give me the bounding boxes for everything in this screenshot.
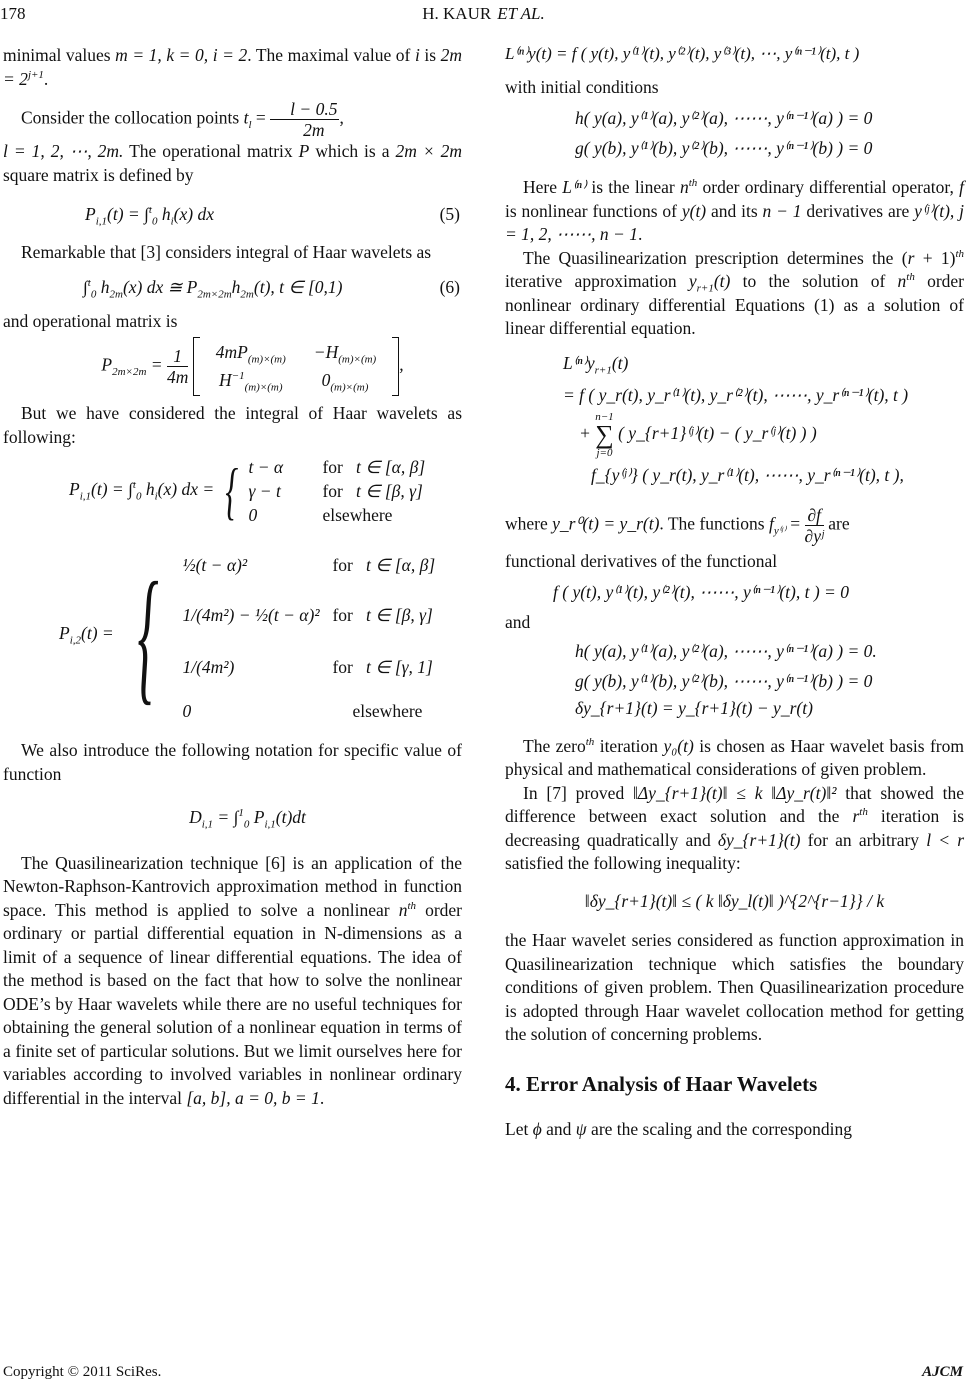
paragraph: The zero$^{th}$ iteration y₀(t) is chosen as Haar wavelet basis from physical and mathematical considerations of given problem. [505,735,964,779]
copyright-footer: Copyright © 2011 SciRes. [3,1364,162,1380]
equation-5: $P_{i,1}(t) = \int^t_0$ $h_i(x)$ dx (5) [85,204,460,228]
paragraph: Let ϕ and ψ are the scaling and the corresponding [505,1119,852,1139]
left-column [3,38,462,1110]
paragraph: Consider the collocation points $t_l$ = $\frac{l - 0.5}{2m}$ , [21,99,344,140]
paragraph: Remarkable that [3] considers integral of Haar wavelets as [21,241,432,262]
equation-functional: f ( y(t), y⁽¹⁾(t), y⁽²⁾(t), ⋯⋯, y⁽ⁿ⁻¹⁾(t), t ) = 0 [553,582,849,602]
cases: ½(t − α)² for t ∈ [α, β] 1/(4m²) − ½(t − α)² for t ∈ [β, γ] 1/(4m²) for t ∈ [γ, 1] 0 elsewhere [182,555,436,721]
block-matrix: $4mP_{(m)\times(m)}$ $-H_{(m)\times(m)}$ $H^{-1}_{(m)\times(m)}$ $0_{(m)\times(m)}$ [193,337,399,396]
equation-delta: δy_{r+1}(t) = y_{r+1}(t) − y_r(t) [575,698,813,718]
paragraph: We also introduce the following notation for specific value of function [3,740,462,784]
paragraph: The Quasilinearization prescription determines the $(r + 1)^{th}$ iterative approximation $y_{r+1}(t)$ to the solution of $n^{th}$ order nonlinear ordinary differential Equations (1) as a solution of linear differential equation. [505,247,965,338]
paragraph: But we have considered the integral of Haar wavelets as following: [3,403,462,447]
fraction: $\frac{1}{4m}$ [166,346,189,387]
left-brace: { [137,552,159,718]
equation-number: (5) [439,204,460,224]
equation-number: (6) [439,277,460,297]
right-column [505,38,964,1142]
quasilinearization-equation: $L^{(n)}y_{r+1}(t)$ = f ( y_r(t), y_r⁽¹⁾(t), y_r⁽²⁾(t), ⋯⋯, y_r⁽ⁿ⁻¹⁾(t), t ) + n−1 ∑ j=0 ( y_{r+1}⁽ʲ⁾(t) − ( y_r⁽ʲ⁾(t) ) ) f_{y⁽ʲ⁾} ( y_r(t), y_r⁽¹⁾(t), ⋯⋯, y_r⁽ⁿ⁻¹⁾(t), t ), [563,352,909,485]
equation-main-ode: L⁽ⁿ⁾y(t) = f ( y(t), y⁽¹⁾(t), y⁽²⁾(t), y⁽³⁾(t), ⋯, y⁽ⁿ⁻¹⁾(t), t ) [505,44,860,63]
cases: t − α for t ∈ [α, β] γ − t for t ∈ [β, γ] 0 elsewhere [248,457,426,525]
fraction: $\frac{\partial f}{\text{∂yʲ}}$ [804,504,824,546]
paragraph: and [505,611,531,632]
equation-inequality: ‖δy_{r+1}(t)‖ ≤ ( k ‖δy_l(t)‖ )^{2^{r−1}} / k [584,890,885,911]
fraction: $\frac{l - 0.5}{2m}$ [270,99,339,140]
paragraph: l = 1, 2, ⋯, 2m. The operational matrix P which is a 2m × 2m square matrix is defined by [3,141,462,185]
equation-6: ∫$^t_0$ $h_{2m}(x)$ dx ≅ $P_{2m\times 2m}h_{2m}(t)$, t ∈ [0,1) (6) [83,277,460,301]
section-heading: 4. Error Analysis of Haar Wavelets [505,1071,818,1096]
paragraph: In [7] proved ‖Δy_{r+1}(t)‖ ≤ k ‖Δy_r(t)‖² that showed the difference between exact solution and the $r^{th}$ iteration is decreasing quadratically and δy_{r+1}(t) for an arbitrary l < r satisfied the following inequality: [505,782,965,873]
equation-g: g( y(b), y⁽¹⁾(b), y⁽²⁾(b), ⋯⋯, y⁽ⁿ⁻¹⁾(b) ) = 0 [575,137,873,158]
equation-pi1: $P_{i,1}(t) = \int^t_0$ $h_i(x)$ dx = { t − α for t ∈ [α, β] γ − t for t ∈ [β, γ] 0 elsewhere [69,455,426,526]
paragraph: minimal values m = 1, k = 0, i = 2. The maximal value of i is $2m = 2^{j+1}$. [3,45,462,89]
paragraph: and operational matrix is [3,310,178,331]
equation-h: h( y(a), y⁽¹⁾(a), y⁽²⁾(a), ⋯⋯, y⁽ⁿ⁻¹⁾(a) ) = 0 [575,108,873,128]
equation-h2: h( y(a), y⁽¹⁾(a), y⁽²⁾(a), ⋯⋯, y⁽ⁿ⁻¹⁾(a) ) = 0. [575,641,877,661]
equation-g2: g( y(b), y⁽¹⁾(b), y⁽²⁾(b), ⋯⋯, y⁽ⁿ⁻¹⁾(b) ) = 0 [575,670,873,691]
paragraph: functional derivatives of the functional [505,550,778,571]
equation-pi2: $P_{i,2}(t)$ = { ½(t − α)² for t ∈ [α, β] 1/(4m²) − ½(t − α)² for t ∈ [β, γ] 1/(4m²) for t ∈ [γ, 1] 0 elsewhere [3,541,462,729]
journal-footer: AJCM [922,1364,963,1380]
paragraph: the Haar wavelet series considered as function approximation in Quasilinearization technique which satisfies the boundary conditions of given problem. Then Quasilinearization procedure is adopted through Haar wavelet collocation method for getting the solution of concerning problems. [505,930,964,1044]
paragraph: with initial conditions [505,76,659,97]
equation-d: $D_{i,1} = \int^1_0$ $P_{i,1}(t)dt$ [189,807,306,831]
paragraph: Here L⁽ⁿ⁾ is the linear $n^{th}$ order ordinary differential operator, f is nonlinear functions of y(t) and its n − 1 derivatives are y⁽ʲ⁾(t), j = 1, 2, ⋯⋯, n − 1. [505,177,964,244]
paragraph: where y_r⁰(t) = y_r(t). The functions $f_{y^(ʲ^)}$ = $\frac{\partial f}{\text{∂yʲ}}$ are [505,504,850,546]
running-title: H. KAUR ET AL. [422,4,545,23]
left-brace: { [224,455,238,526]
operational-matrix-equation: $P_{2m\times 2m}$ = $\frac{1}{4m}$ $4mP_{(m)\times(m)}$ $-H_{(m)\times(m)}$ $H^{-1}_{(m)\times(m)}$ $0_{(m)\times(m)}$ , [3,337,462,396]
paragraph: The Quasilinearization technique [6] is an application of the Newton-Raphson-Kantrovich approximation method in function space. This method is applied to solve a nonlinear $n^{th}$ order ordinary or partial differential equation in N-dimensions as a limit of a sequence of linear differential equations. The idea of the method is based on the fact that how to solve the nonlinear ODE’s by Haar wavelets while there are no useful techniques for obtaining the general solution of a nonlinear equation in terms of a finite set of particular solutions. But we limit ourselves here for variables according to involved variables in nonlinear ordinary differential in the interval [a, b], a = 0, b = 1. [3,852,462,1108]
page-number: 178 [0,4,26,23]
